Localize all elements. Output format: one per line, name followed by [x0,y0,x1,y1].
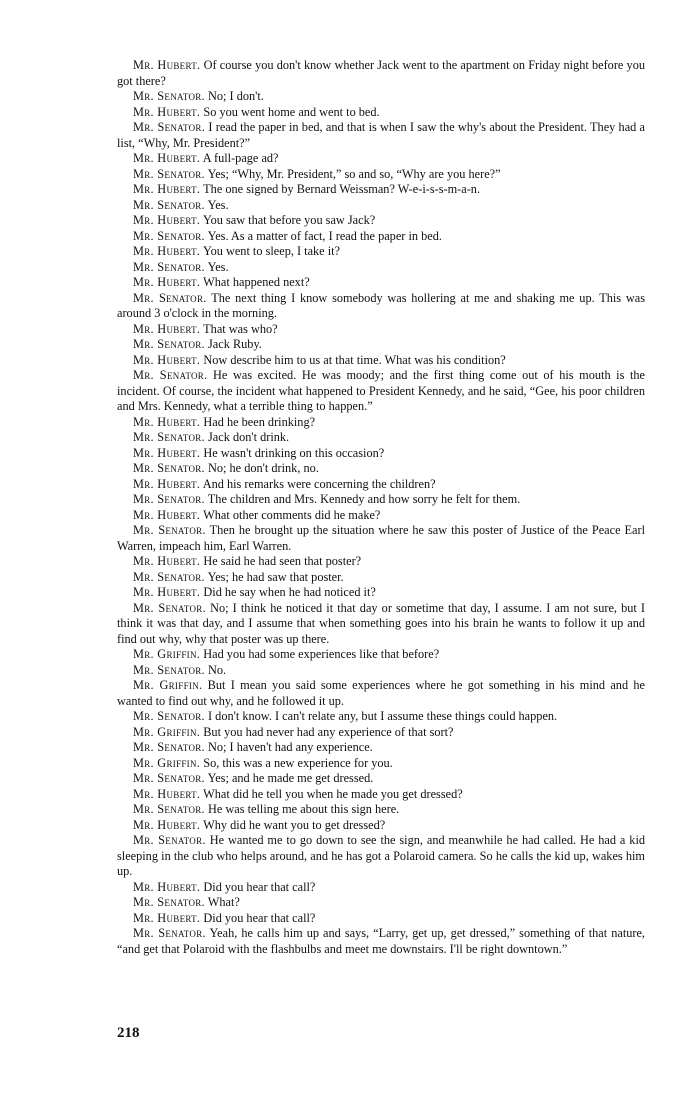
speaker-label: Mr. Hubert. [133,879,201,894]
testimony-text: Now describe him to us at that time. What was his condition? [203,352,506,367]
testimony-text: What other comments did he make? [203,507,381,522]
testimony-text: No; I don't. [208,89,264,103]
transcript-page [117,58,645,957]
testimony-text: A full-page ad? [202,151,279,165]
testimony-text: What did he tell you when he made you get dressed? [203,786,463,801]
speaker-label: Mr. Griffin. [133,647,201,661]
speaker-label: Mr. Hubert. [133,58,201,72]
speaker-label: Mr. Senator. [133,569,205,584]
testimony-paragraph [117,880,645,896]
testimony-paragraph [117,756,645,772]
testimony-text: I read the paper in bed, and that is when I saw the why's about the President. They had a list, “Why, Mr. President?” [117,120,646,150]
speaker-label: Mr. Hubert. [133,507,201,522]
testimony-paragraph [117,275,645,291]
speaker-label: Mr. Hubert. [133,476,201,491]
testimony-paragraph [117,802,645,818]
speaker-label: Mr. Senator. [133,802,205,816]
testimony-text: The next thing I know somebody was hollering at me and shaking me up. This was around 3 o'clock in the morning. [117,290,645,320]
testimony-text: No; he don't drink, no. [208,461,319,475]
testimony-text: He wasn't drinking on this occasion? [203,445,385,460]
testimony-paragraph [117,895,645,911]
testimony-text: That was who? [203,321,278,336]
testimony-text: Yes. [207,197,229,212]
testimony-text: Yes; he had saw that poster. [207,569,344,584]
testimony-text: The one signed by Bernard Weissman? W-e-i-s-s-m-a-n. [203,182,481,196]
testimony-paragraph [117,337,645,353]
testimony-text: You saw that before you saw Jack? [202,213,376,227]
testimony-paragraph [117,151,645,167]
speaker-label: Mr. Senator. [133,430,205,444]
testimony-text: Yes. As a matter of fact, I read the paper in bed. [207,228,442,243]
testimony-paragraph [117,647,645,663]
speaker-label: Mr. Griffin. [133,678,203,692]
testimony-paragraph [117,678,645,709]
testimony-paragraph [117,477,645,493]
testimony-text: Of course you don't know whether Jack went to the apartment on Friday night before you got there? [117,58,646,88]
speaker-label: Mr. Hubert. [133,275,201,289]
testimony-paragraph [117,601,645,648]
testimony-paragraph [117,167,645,183]
testimony-paragraph [117,446,645,462]
speaker-label: Mr. Hubert. [133,817,201,832]
speaker-label: Mr. Senator. [133,662,205,677]
testimony-text: But you had never had any experience of that sort? [203,724,454,739]
testimony-text: No; I think he noticed it that day or sometime that day, I assume. I am not sure, but I think it was that day, and I assume that when something goes into his brain he wants to follow it up and find out why, why that poster was up there. [117,600,646,646]
testimony-text: He wanted me to go down to see the sign, and meanwhile he had called. He had a kid sleeping in the club who helps around, and he has got a Polaroid camera. So he calls the kid up, wakes him up. [117,833,646,878]
testimony-paragraph [117,368,645,415]
testimony-paragraph [117,229,645,245]
speaker-label: Mr. Senator. [133,166,205,181]
speaker-label: Mr. Hubert. [133,352,201,367]
testimony-text: Had you had some experiences like that before? [203,647,440,661]
speaker-label: Mr. Hubert. [133,554,201,568]
testimony-text: He was excited. He was moody; and the first thing come out of his mouth is the incident. Of course, the incident what happened to President Kennedy, and he said, “Gee, his poor children and Mrs. Kennedy, what a terrible thing to happen.” [117,368,645,413]
testimony-text: But I mean you said some experiences where he got something in his mind and he wanted to find out why, and he followed it up. [117,678,645,708]
testimony-paragraph [117,663,645,679]
testimony-text: You went to sleep, I take it? [202,244,341,258]
testimony-text: Yes; and he made me get dressed. [207,771,374,785]
speaker-label: Mr. Senator. [133,197,205,212]
speaker-label: Mr. Senator. [133,492,205,506]
testimony-paragraph [117,430,645,446]
speaker-label: Mr. Hubert. [133,213,201,227]
testimony-paragraph [117,260,645,276]
testimony-text: Why did he want you to get dressed? [203,817,386,832]
testimony-paragraph [117,818,645,834]
speaker-label: Mr. Griffin. [133,724,201,739]
speaker-label: Mr. Senator. [133,461,205,475]
testimony-paragraph [117,585,645,601]
testimony-text: What happened next? [203,275,310,289]
testimony-text: Did he say when he had noticed it? [203,585,376,599]
testimony-paragraph [117,105,645,121]
testimony-text: So, this was a new experience for you. [203,755,393,770]
testimony-paragraph [117,508,645,524]
testimony-text: No; I haven't had any experience. [208,740,373,754]
testimony-text: Yes. [207,259,229,274]
testimony-paragraph [117,322,645,338]
testimony-text: No. [208,662,227,677]
speaker-label: Mr. Senator. [133,833,206,847]
testimony-text: Yeah, he calls him up and says, “Larry, get up, get dressed,” something of that nature, “and get that Polaroid with the flashbulbs and meet me downstairs. I'll be right downtown.” [117,926,646,956]
speaker-label: Mr. Senator. [133,709,205,723]
testimony-paragraph [117,709,645,725]
speaker-label: Mr. Senator. [133,368,208,382]
testimony-paragraph [117,198,645,214]
speaker-label: Mr. Hubert. [133,585,201,599]
speaker-label: Mr. Hubert. [133,321,201,336]
testimony-paragraph [117,787,645,803]
testimony-paragraph [117,461,645,477]
testimony-text: Then he brought up the situation where he saw this poster of Justice of the Peace Earl Warren, impeach him, Earl Warren. [117,523,645,553]
speaker-label: Mr. Senator. [133,771,205,785]
testimony-paragraph [117,833,645,880]
testimony-text: Jack don't drink. [208,430,290,444]
page-number: 218 [117,1025,140,1041]
speaker-label: Mr. Senator. [133,740,205,754]
speaker-label: Mr. Senator. [133,600,206,615]
speaker-label: Mr. Hubert. [133,445,201,460]
testimony-text: So you went home and went to bed. [203,104,380,119]
speaker-label: Mr. Senator. [133,259,205,274]
speaker-label: Mr. Senator. [133,120,206,134]
testimony-paragraph [117,492,645,508]
testimony-paragraph [117,740,645,756]
testimony-text: He said he had seen that poster? [203,554,362,568]
testimony-text: I don't know. I can't relate any, but I assume these things could happen. [208,709,558,723]
speaker-label: Mr. Hubert. [133,182,201,196]
testimony-paragraph [117,353,645,369]
testimony-text: The children and Mrs. Kennedy and how sorry he felt for them. [207,492,521,506]
testimony-paragraph [117,926,645,957]
testimony-text: He was telling me about this sign here. [208,802,400,816]
testimony-paragraph [117,570,645,586]
speaker-label: Mr. Senator. [133,290,207,305]
testimony-paragraph [117,523,645,554]
testimony-paragraph [117,911,645,927]
speaker-label: Mr. Senator. [133,228,205,243]
testimony-paragraph [117,291,645,322]
testimony-paragraph [117,58,645,89]
testimony-text: Yes; “Why, Mr. President,” so and so, “Why are you here?” [207,166,501,181]
testimony-text: Jack Ruby. [208,337,262,351]
speaker-label: Mr. Hubert. [133,151,201,165]
speaker-label: Mr. Senator. [133,895,205,909]
testimony-paragraph [117,415,645,431]
testimony-text: Did you hear that call? [203,910,316,925]
speaker-label: Mr. Senator. [133,89,205,103]
speaker-label: Mr. Hubert. [133,104,201,119]
testimony-paragraph [117,182,645,198]
speaker-label: Mr. Hubert. [133,910,201,925]
speaker-label: Mr. Senator. [133,337,205,351]
testimony-paragraph [117,725,645,741]
testimony-paragraph [117,89,645,105]
speaker-label: Mr. Hubert. [133,786,201,801]
testimony-paragraph [117,213,645,229]
speaker-label: Mr. Hubert. [133,244,201,258]
testimony-paragraph [117,771,645,787]
testimony-paragraph [117,120,645,151]
testimony-text: Did you hear that call? [203,879,316,894]
testimony-paragraph [117,554,645,570]
speaker-label: Mr. Griffin. [133,755,201,770]
speaker-label: Mr. Senator. [133,926,206,940]
testimony-text: What? [207,895,240,909]
speaker-label: Mr. Senator. [133,523,206,537]
testimony-text: Had he been drinking? [203,414,316,429]
testimony-paragraph [117,244,645,260]
testimony-text: And his remarks were concerning the children? [202,476,436,491]
speaker-label: Mr. Hubert. [133,414,201,429]
